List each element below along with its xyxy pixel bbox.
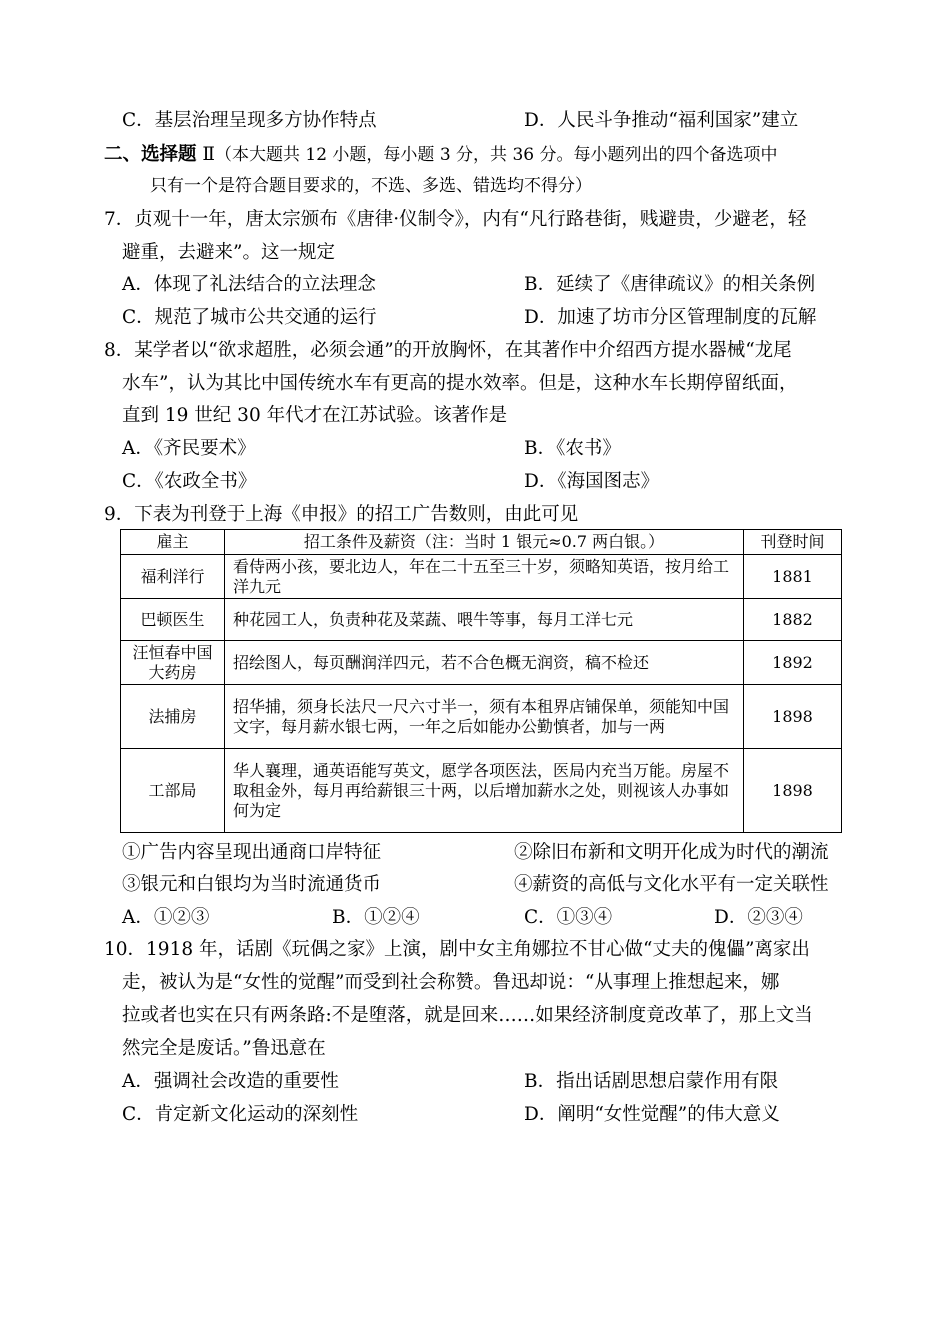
q10-stem-line2: 走，被认为是“女性的觉醒”而受到社会称赞。鲁迅却说：“从事理上推想起来，娜	[122, 972, 780, 993]
cell-conditions: 种花园工人，负责种花及菜蔬、喂牛等事，每月工洋七元	[225, 599, 744, 641]
q7-option-d: D．加速了坊市分区管理制度的瓦解	[524, 307, 817, 328]
q9-stem: 9．下表为刊登于上海《申报》的招工广告数则，由此可见	[104, 504, 579, 525]
q7-option-b: B．延续了《唐律疏议》的相关条例	[524, 274, 816, 295]
q8-stem-line1: 8．某学者以“欲求超胜，必须会通”的开放胸怀，在其著作中介绍西方提水器械“龙尾	[104, 340, 792, 361]
table-row	[121, 599, 842, 641]
cell-year: 1892	[744, 641, 842, 685]
q7-option-c: C．规范了城市公共交通的运行	[122, 307, 377, 328]
q10-stem-line3: 拉或者也实在只有两条路:不是堕落，就是回来……如果经济制度竟改革了，那上文当	[122, 1005, 813, 1026]
q9-option-b: B．①②④	[332, 907, 420, 928]
table-row	[121, 749, 842, 833]
q9-statement-1: ①广告内容呈现出通商口岸特征	[122, 842, 382, 863]
cell-year: 1898	[744, 685, 842, 749]
q8-option-c: C．《农政全书》	[122, 471, 257, 492]
q9-option-c: C．①③④	[524, 907, 613, 928]
recruitment-ads-table	[120, 529, 842, 833]
q7-stem-line1: 7．贞观十一年，唐太宗颁布《唐律·仪制令》，内有“凡行路巷街，贱避贵，少避老，轻	[104, 209, 807, 230]
header-employer: 雇主	[121, 530, 225, 555]
q9-option-d: D．②③④	[714, 907, 803, 928]
q7-stem-line2: 避重，去避来”。这一规定	[122, 242, 335, 263]
section-header	[104, 142, 778, 168]
cell-employer: 福利洋行	[121, 555, 225, 599]
table-row	[121, 555, 842, 599]
cell-employer: 法捕房	[121, 685, 225, 749]
cell-employer: 汪恒春中国大药房	[121, 641, 225, 685]
section-roman: Ⅱ	[202, 144, 215, 165]
q8-option-b: B．《农书》	[524, 438, 621, 459]
section-desc-line1: （本大题共 12 小题，每小题 3 分，共 36 分。每小题列出的四个备选项中	[214, 145, 778, 165]
table-row	[121, 641, 842, 685]
section-title: 二、选择题	[104, 144, 197, 165]
q8-option-a: A．《齐民要术》	[122, 438, 256, 459]
cell-employer: 工部局	[121, 749, 225, 833]
q10-option-b: B．指出话剧思想启蒙作用有限	[524, 1071, 779, 1092]
header-conditions: 招工条件及薪资（注：当时 1 银元≈0.7 两白银。）	[225, 530, 744, 555]
prev-option-d: D．人民斗争推动“福利国家”建立	[524, 110, 799, 131]
q8-stem-line3: 直到 19 世纪 30 年代才在江苏试验。该著作是	[122, 405, 508, 426]
q10-stem-line4: 然完全是废话。”鲁迅意在	[122, 1038, 326, 1059]
q10-stem-line1: 10．1918 年，话剧《玩偶之家》上演，剧中女主角娜拉不甘心做“丈夫的傀儡”离家出	[104, 939, 810, 960]
table-header-row	[121, 530, 842, 555]
cell-conditions: 招华捕，须身长法尺一尺六寸半一，须有本租界店铺保单，须能知中国文字，每月薪水银七两，一年之后如能办公勤慎者，加与一两	[225, 685, 744, 749]
q8-option-d: D．《海国图志》	[524, 471, 660, 492]
q9-statement-2: ②除旧布新和文明开化成为时代的潮流	[514, 842, 829, 863]
cell-employer: 巴顿医生	[121, 599, 225, 641]
cell-year: 1881	[744, 555, 842, 599]
q10-option-c: C．肯定新文化运动的深刻性	[122, 1104, 359, 1125]
header-date: 刊登时间	[744, 530, 842, 555]
q7-option-a: A．体现了礼法结合的立法理念	[122, 274, 376, 295]
cell-year: 1898	[744, 749, 842, 833]
cell-conditions: 看侍两小孩，要北边人，年在二十五至三十岁，须略知英语，按月给工洋九元	[225, 555, 744, 599]
q8-stem-line2: 水车”，认为其比中国传统水车有更高的提水效率。但是，这种水车长期停留纸面，	[122, 373, 798, 394]
cell-year: 1882	[744, 599, 842, 641]
prev-option-c: C．基层治理呈现多方协作特点	[122, 110, 377, 131]
q10-option-d: D．阐明“女性觉醒”的伟大意义	[524, 1104, 780, 1125]
cell-conditions: 招绘图人，每页酬润洋四元，若不合色概无润资，稿不检还	[225, 641, 744, 685]
q9-statement-3: ③银元和白银均为当时流通货币	[122, 874, 382, 895]
cell-conditions: 华人襄理，通英语能写英文，愿学各项医法，医局内充当万能。房屋不取租金外，每月再给薪银三十两，以后增加薪水之处，则视该人办事如何为定	[225, 749, 744, 833]
section-desc-line2: 只有一个是符合题目要求的，不选、多选、错选均不得分）	[150, 176, 592, 196]
q9-statement-4: ④薪资的高低与文化水平有一定关联性	[514, 874, 829, 895]
table-row	[121, 685, 842, 749]
q9-option-a: A．①②③	[122, 907, 210, 928]
q10-option-a: A．强调社会改造的重要性	[122, 1071, 339, 1092]
